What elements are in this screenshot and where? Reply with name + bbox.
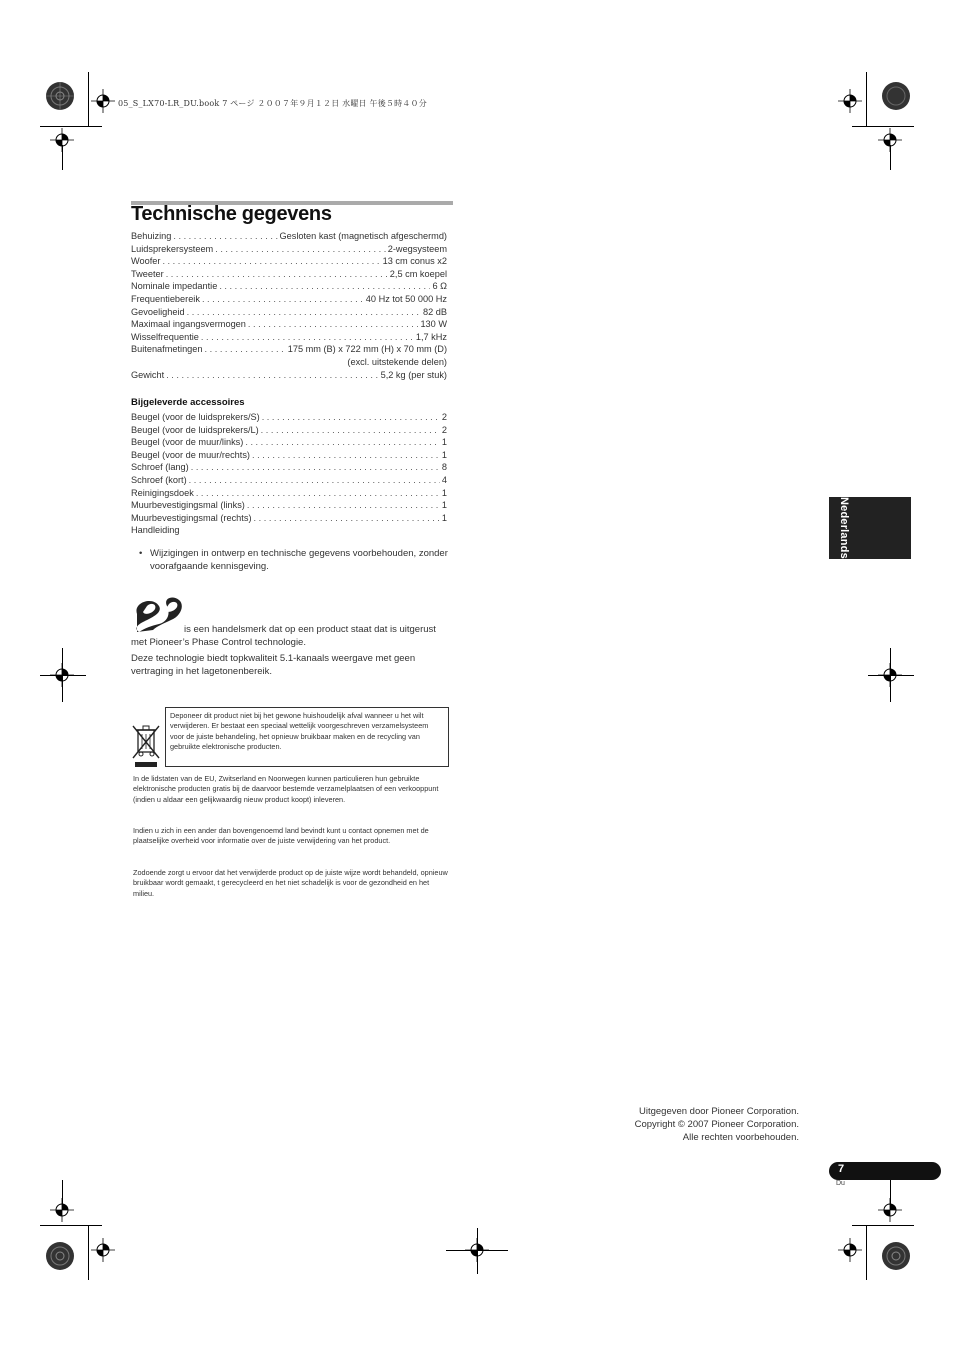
phase-control-text: is een handelsmerk dat op een product staat dat is uitgerust met Pioneer’s Phase Control technologie. [131,624,436,648]
crop-line [40,126,102,127]
spec-row [131,487,447,500]
spec-row [131,293,447,306]
crosshair-icon [91,89,115,113]
spec-label: Buitenafmetingen [131,344,203,355]
spec-row [131,461,447,474]
spec-row [131,306,447,319]
spec-row [131,499,447,512]
dot-leader [248,318,419,331]
spec-value: 2-wegsysteem [387,243,447,254]
spec-value: 1 [441,512,447,523]
spec-value: 1,7 kHz [415,331,447,342]
crop-line [852,126,914,127]
crosshair-icon [838,1238,862,1262]
registration-target-icon [44,1240,76,1272]
spec-row [131,411,447,424]
spec-value: 4 [441,474,447,485]
spec-value: 8 [441,462,447,473]
publisher-info [635,1105,799,1144]
crop-line [40,675,86,676]
crop-line [62,145,63,170]
spec-label: Handleiding [131,525,180,536]
crop-line [868,675,914,676]
spec-value: 1 [441,487,447,498]
language-tab-label: Nederlands [838,497,850,559]
spec-label: Beugel (voor de muur/links) [131,437,244,448]
spec-label: Frequentiebereik [131,293,200,304]
weee-paragraph: In de lidstaten van de EU, Zwitserland en Noorwegen kunnen particulieren hun gebruikte elektronische producten gratis bij de daarvoor bestemde verzamelplaatsen of een verkooppunt (indien u aldaar een gelijkwaardig nieuw product koopt) inleveren. [133,774,439,804]
dot-leader [196,487,440,500]
dot-leader [252,449,440,462]
dot-leader [254,512,440,525]
spec-row [131,424,447,437]
dot-leader [201,331,414,344]
spec-row [131,280,447,293]
page-number-tab [829,1162,941,1180]
weee-paragraph: Zodoende zorgt u ervoor dat het verwijderde product op de juiste wijze wordt behandeld, opnieuw bruikbaar wordt gemaakt, t gerecycleerd en het niet schadelijk is voor de gezondheid en het milieu. [133,868,448,898]
spec-label: Muurbevestigingsmal (links) [131,500,245,511]
spec-list [131,230,447,381]
crop-line [866,1225,867,1280]
crop-line [866,72,867,127]
bullet-note [139,547,459,573]
spec-value: 2,5 cm koepel [389,268,447,279]
dot-leader [215,243,386,256]
spec-row [131,268,447,281]
spec-row [131,343,447,356]
registration-target-icon [880,80,912,112]
page-title: Technische gegevens [131,203,332,225]
weee-notice-box: Deponeer dit product niet bij het gewone huishoudelijk afval wanneer u het wilt verwijderen. Er bestaat een speciaal wettelijk voorgeschreven verzamelsysteem voor de juiste behandeling, het opnieuw bruikbaar maken en de recycling van gebruikte elektronische producten. [165,707,449,767]
spec-label: Reinigingsdoek [131,487,194,498]
spec-label: Gewicht [131,369,165,380]
spec-label: Muurbevestigingsmal (rechts) [131,512,252,523]
spec-value: 2 [441,412,447,422]
dot-leader [261,424,440,437]
page-number: 7 [838,1163,845,1175]
spec-value: 175 mm (B) x 722 mm (H) x 70 mm (D) [287,344,447,355]
spec-row [131,318,447,331]
spec-label: Gevoeligheid [131,306,185,317]
weee-paragraph: Indien u zich in een ander dan bovengenoemd land bevindt kunt u contact opnemen met de plaatselijke overheid voor informatie over de juiste verwijdering van het product. [133,826,429,846]
crop-line [890,648,891,702]
spec-row [131,230,447,243]
spec-row [131,369,447,382]
spec-label: Wisselfrequentie [131,331,199,342]
crop-line [890,1180,891,1205]
crop-line [88,72,89,127]
print-file-info: 05_S_LX70-LR_DU.book 7 ページ ２００７年９月１２日 水曜日 午後５時４０分 [118,99,427,108]
spec-row [131,255,447,268]
spec-value: Gesloten kast (magnetisch afgeschermd) [279,231,447,241]
spec-label: Nominale impedantie [131,281,218,292]
spec-row [131,512,447,525]
spec-label: Luidsprekersysteem [131,243,214,254]
crop-line [62,1180,63,1205]
bullet-note-text: Wijzigingen in ontwerp en technische gegevens voorbehouden, zonder voorafgaande kennisgeving. [150,548,448,572]
crop-line [890,145,891,170]
spec-label: Behuizing [131,231,172,241]
spec-label: Beugel (voor de luidsprekers/L) [131,424,259,435]
dot-leader [166,268,388,281]
dot-leader [173,230,277,243]
spec-row [131,474,447,487]
registration-target-icon [880,1240,912,1272]
phase-control-description: Deze technologie biedt topkwaliteit 5.1-kanaals weergave met geen vertraging in het lagetonenbereik. [131,653,416,677]
spec-row [131,243,447,256]
accessories-list [131,411,447,537]
dot-leader [189,474,440,487]
spec-label: Beugel (voor de muur/rechts) [131,449,250,460]
dot-leader [262,411,440,424]
publisher-line: Uitgegeven door Pioneer Corporation. [638,1106,799,1117]
copyright-line: Copyright © 2007 Pioneer Corporation. [634,1119,799,1130]
spec-value: 130 W [420,319,447,330]
dot-leader [202,293,364,306]
spec-label: Woofer [131,256,161,267]
spec-label: Tweeter [131,268,164,279]
dot-leader [247,499,440,512]
spec-value: 82 dB [422,306,447,317]
spec-row [131,449,447,462]
dot-leader [191,461,440,474]
spec-value: 2 [441,424,447,435]
rights-line: Alle rechten voorbehouden. [682,1132,799,1143]
spec-value: 5,2 kg (per stuk) [380,369,447,380]
weee-crossed-bin-icon [131,722,161,768]
spec-row [131,436,447,449]
crosshair-icon [838,89,862,113]
crosshair-icon [91,1238,115,1262]
language-tab [829,497,911,559]
spec-row [131,331,447,344]
spec-label: Maximaal ingangsvermogen [131,319,246,330]
crop-line [477,1228,478,1274]
dot-leader [219,280,430,293]
crop-line [88,1225,89,1280]
spec-label: Schroef (lang) [131,462,189,473]
dot-leader [245,436,440,449]
registration-target-icon [44,80,76,112]
spec-value: 40 Hz tot 50 000 Hz [365,293,447,304]
spec-value-continuation: (excl. uitstekende delen) [347,356,447,367]
crop-line [852,1225,914,1226]
crop-line [62,648,63,702]
spec-value: 13 cm conus x2 [382,256,447,267]
crop-line [40,1225,102,1226]
page-language-code: Du [836,1180,845,1187]
spec-value: 1 [441,500,447,511]
spec-label: Schroef (kort) [131,474,187,485]
spec-row [131,524,447,537]
spec-value: 1 [441,449,447,460]
dot-leader [162,255,380,268]
dot-leader [205,343,286,356]
spec-label: Beugel (voor de luidsprekers/S) [131,412,260,422]
accessories-heading: Bijgeleverde accessoires [131,397,245,408]
bullet-icon: • [139,548,143,559]
dot-leader [166,369,378,382]
dot-leader [187,306,421,319]
spec-value: 1 [441,437,447,448]
spec-value: 6 Ω [432,281,447,292]
